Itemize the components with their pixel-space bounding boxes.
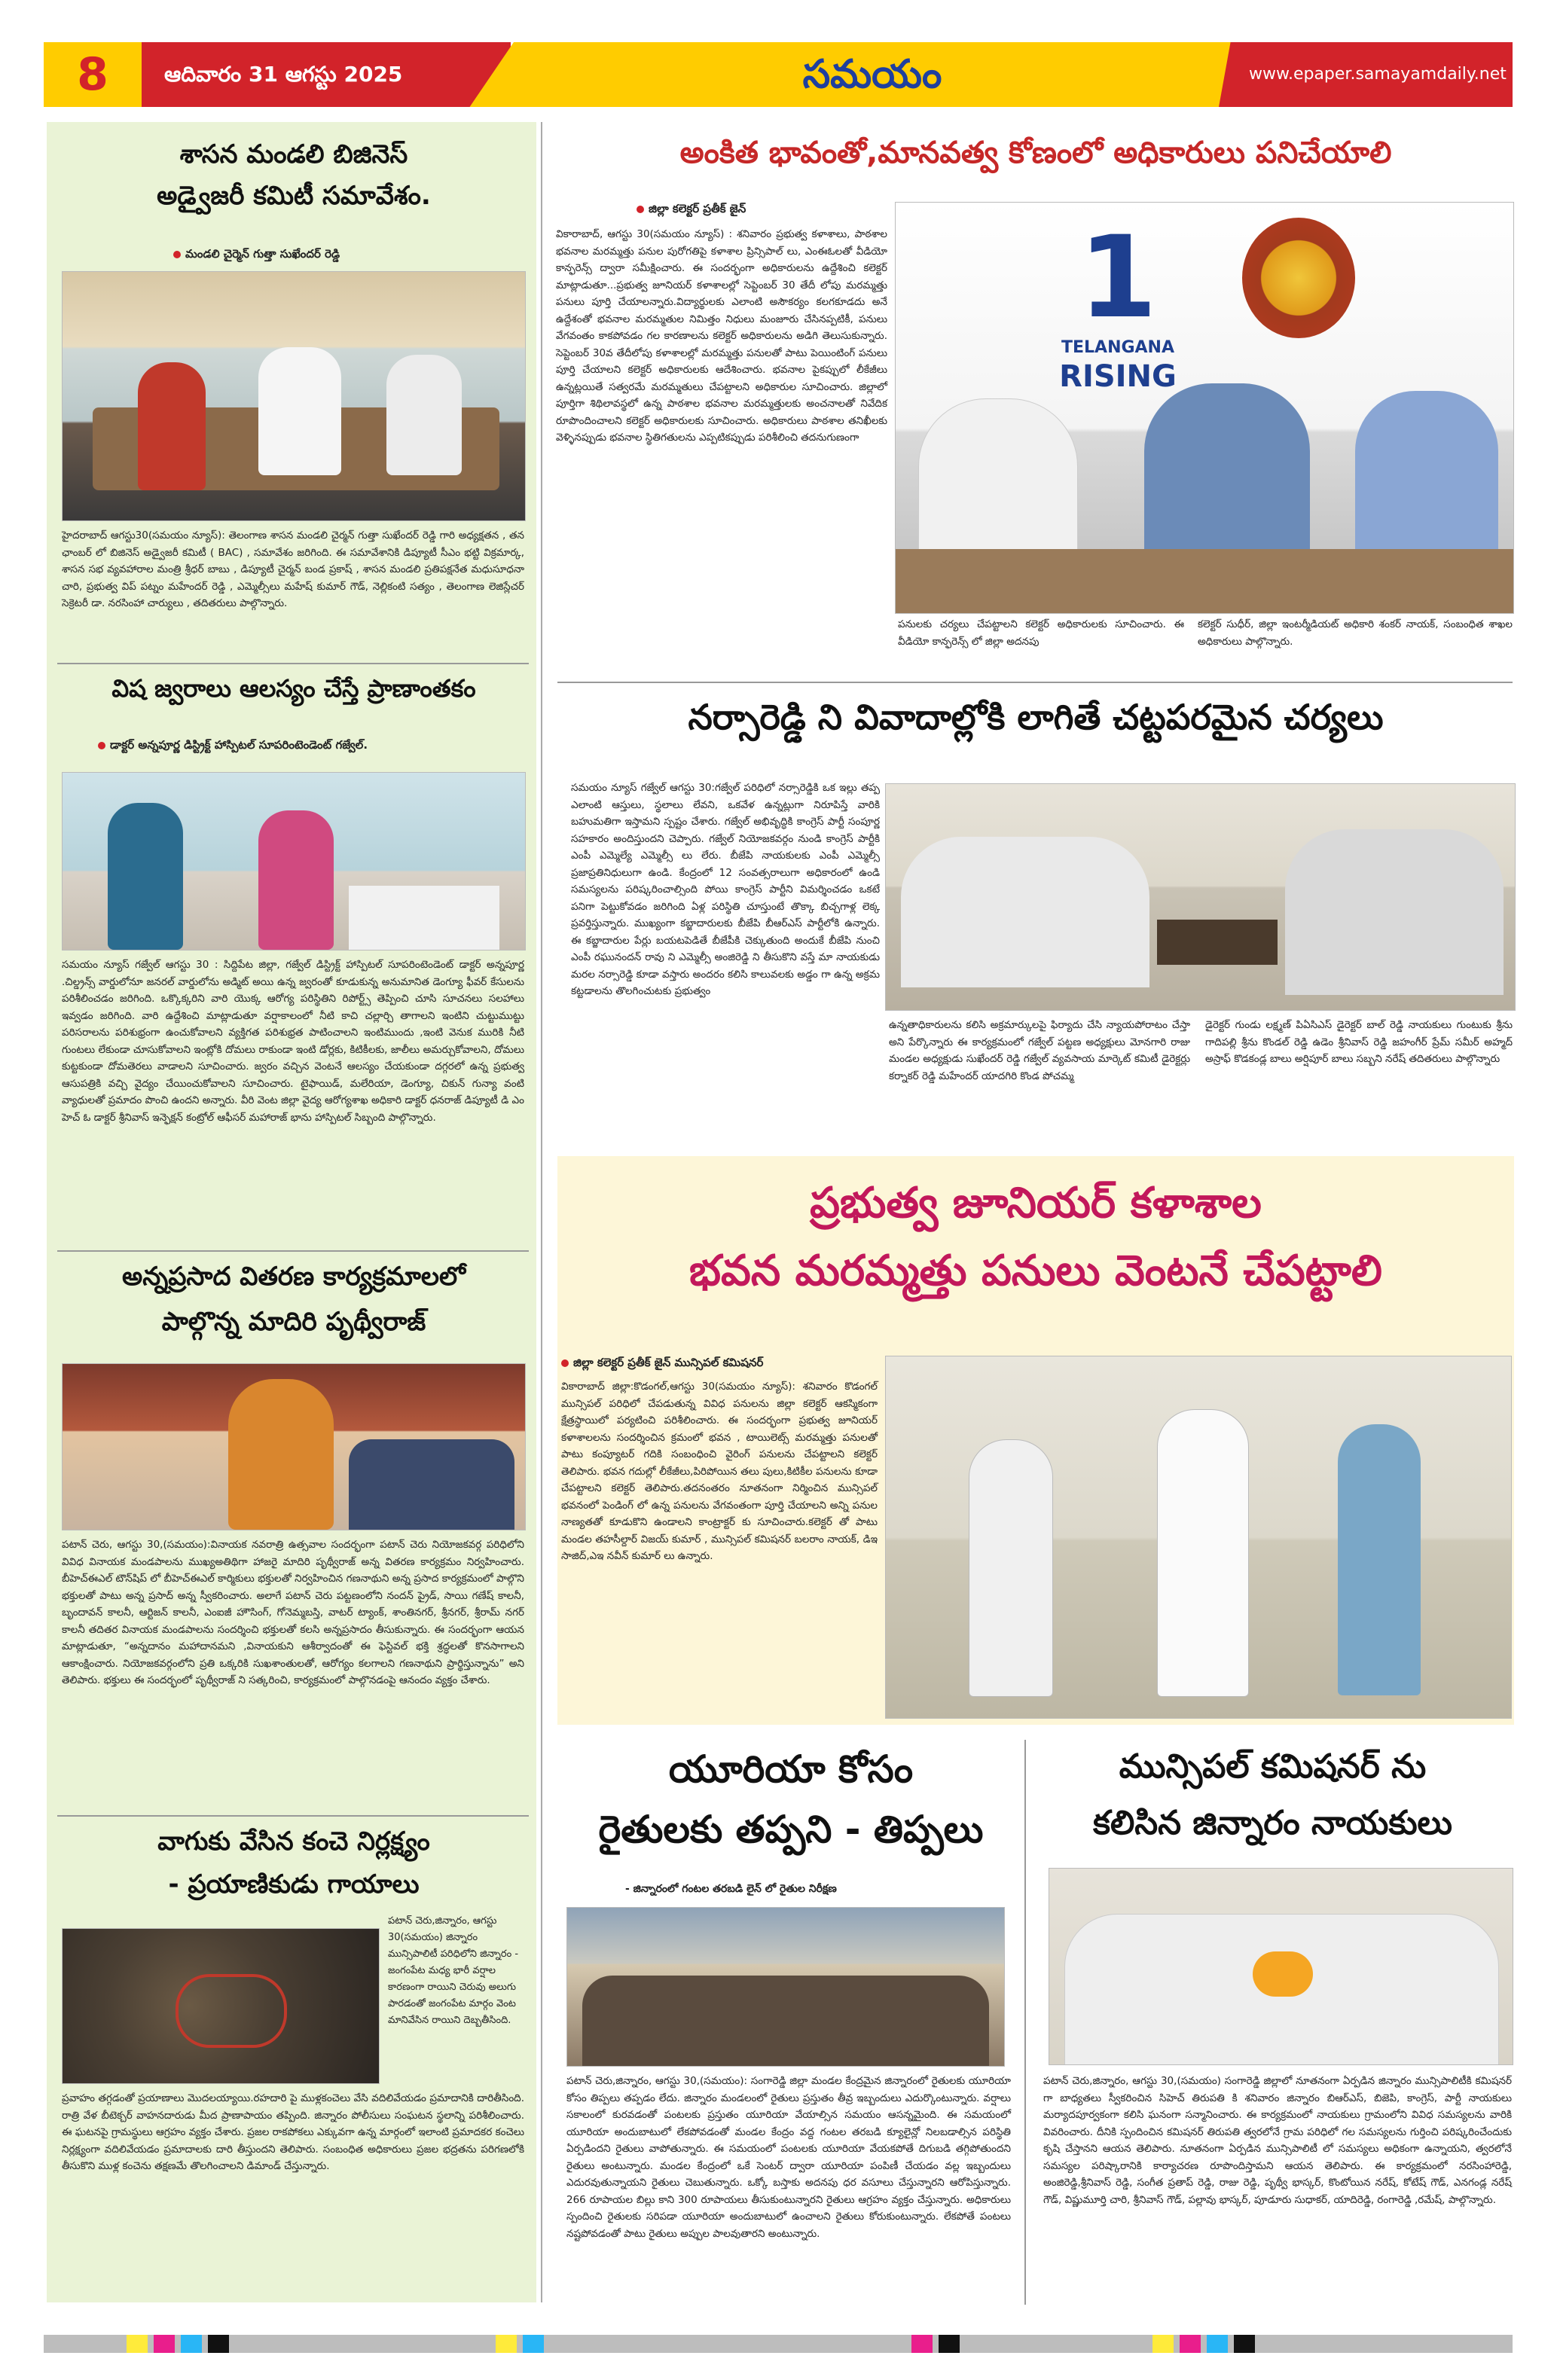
header-website[interactable]: www.epaper.samayamdaily.net <box>1249 65 1507 84</box>
swatch-yellow <box>127 2335 148 2353</box>
ankita-headline: అంకిత భావంతో,మానవత్వ కోణంలో అధికారులు పనిచేయాలి <box>679 136 1392 170</box>
anna-headline-1: అన్నప్రసాద వితరణ కార్యక్రమాలలో <box>122 1262 466 1292</box>
ankita-byline <box>637 202 746 218</box>
swatch-magenta-3 <box>1180 2335 1201 2353</box>
swatch-magenta-2 <box>911 2335 933 2353</box>
fever-byline-text: డాక్టర్ అన్నపూర్ణ డిస్ట్రిక్ట్ హాస్పిటల్ సూపరింటెండెంట్ గజ్వేల్. <box>110 738 368 752</box>
junior-headline-1: ప్రభుత్వ జూనియర్ కళాశాల <box>810 1179 1262 1228</box>
bac-body: హైదరాబాద్ ఆగస్టు30(సమయం న్యూస్): తెలంగాణ శాసన మండలి చైర్మన్ గుత్తా సుఖేందర్ రెడ్డి గారి అధ్యక్షతన , తన ఛాంబర్ లో బిజినెస్ అడ్వైజరీ కమిటీ ( BAC) , సమావేశం జరిగింది. ఈ సమావేశానికి డిప్యూటీ సీఎం భట్టి విక్రమార్క, శాసన సభ వ్యవహారాల మంత్రి శ్రీధర్ బాబు , డిప్యూటీ చైర్మన్ బండ ప్రకాష్ , శాసన మండలి ప్రతిపక్షనేత మధుసూధనా చారి, ప్రభుత్వ విప్ పట్నం మహేందర్ రెడ్డి , ఎమ్మెల్సీలు మహేష్ కుమార్ గౌడ్, నెల్లికంటి సత్యం , తెలంగాణ లెజిస్లేచర్ సెక్రెటరీ డా. నరసింహా చార్యులు , తదితరులు పాల్గొన్నారు. <box>62 529 524 609</box>
header-date: ఆదివారం 31 ఆగస్టు 2025 <box>164 62 403 87</box>
ankita-caption-b: కలెక్టర్ సుధీర్, జిల్లా ఇంటర్మీడియట్ అధికారి శంకర్ నాయక్, సంబంధిత శాఖల అధికారులు పాల్గొన్నారు. <box>1198 618 1513 648</box>
footer-registration-bar <box>44 2335 1513 2353</box>
fever-photo-nurse <box>258 810 334 950</box>
swatch-cyan <box>181 2335 202 2353</box>
bac-headline-2: అడ్వైజరీ కమిటీ సమావేశం. <box>157 181 431 211</box>
narsa-photo-table <box>1157 920 1278 965</box>
fever-photo-doctor <box>108 803 183 950</box>
ankita-videoconference-photo <box>895 202 1514 614</box>
narsa-body: సమయం న్యూస్ గజ్వేల్ ఆగస్టు 30:గజ్వేల్ పరిధిలో నర్సారెడ్డికి ఒక ఇల్లు తప్ప ఎలాంటి ఆస్తులు, స్థలాలు లేవని, ఒకవేళ ఉన్నట్లుగా నిరూపిస్తే వారికి బహుమతిగా ఇస్తామని స్పష్టం చేశారు. గజ్వేల్ అభివృద్ధికి కాంగ్రెస్ పార్టీ సంపూర్ణ సహకారం అందిస్తుందని చెప్పారు. గజ్వేల్ నియోజకవర్గం నుండి కాంగ్రెస్ పార్టీకి ఎంపీ ఎమ్మెల్యే ఎమ్మెల్సీ లు లేరు. బీజేపి నాయకులకు ఎంపీ ఎమ్మెల్సీ ప్రజాప్రతినిధులుగా ఉండి. కేంద్రంలో 12 సంవత్సరాలుగా అధికారంలో ఉండి సమస్యలను పరిష్కరించాల్సింది పోయి కాంగ్రెస్ పార్టీని విమర్శించడం ఒకటే పనిగా పెట్టుకోవడం జరిగింది ఏళ్ల పరిస్థితి చూస్తుంటే తొక్కా బిచ్చగాళ్ల లెక్క ప్రవర్తిస్తున్నారు. ముఖ్యంగా కబ్జాదారులకు బీజేపి బీఆర్ఎస్ పార్టీలోకి ఉన్నారు. ఈ కబ్జాదారుల పేర్లు బయటపెడితే బీజేపీకి చెక్కుతుంది అందుకే బీజేపి నుంచి ఎంపీ రఘునందన్ రావు ని ఎమ్మెల్సీ అంజిరెడ్డి ని తీసుకొని వస్తే మా నాయకుడు మరల నర్సారెడ్డి కూడా వస్తారు అందరం కలిసి కాలువలకు అడ్డం గా ఉన్న అక్రమ కట్టడాలను తొలగించుటకు ప్రభుత్వం <box>571 782 880 997</box>
swatch-magenta <box>154 2335 175 2353</box>
swatch-black-2 <box>939 2335 960 2353</box>
swatch-yellow-3 <box>1152 2335 1174 2353</box>
bac-photo-person-white-2 <box>386 355 462 475</box>
vagu-body: ప్రవాహం తగ్గడంతో ప్రయాణాలు మొదలయ్యాయి.రహదారి పై ముళ్లకంచెలు వేసి వదిలివేయడం ప్రమాదానికి దారితీసింది. రాత్రి వేళ బీటెక్చర్ వాహనదారుడు మీద ప్రాణాపాయం తప్పింది. జిన్నారం పోలీసులు సంఘటన స్థలాన్ని పరిశీలించారు. ఈ ఘటనపై గ్రామస్థులు ఆగ్రహం వ్యక్తం చేశారు. ప్రజల రాకపోకలు ఎక్కువగా ఉన్న మార్గంలో ఇలాంటి ప్రమాదకర కంచెలు నిర్లక్ష్యంగా వదిలివేయడం ప్రమాదాలకు దారి తీస్తుందని తెలిపారు. సంబంధిత అధికారులు ప్రజల భద్రతను పరిగణలోకి తీసుకొని ముళ్ల కంచెను తక్షణమే తొలగించాలని డిమాండ్ చేస్తున్నారు. <box>62 2092 524 2172</box>
junior-byline <box>561 1356 763 1372</box>
bullet-icon <box>173 251 181 258</box>
bac-byline <box>173 247 340 264</box>
bac-byline-text: మండలి చైర్మెన్ గుత్తా సుఖేందర్ రెడ్డి <box>185 247 340 261</box>
left-rule-1 <box>57 663 529 664</box>
narsa-photo-group-right <box>1285 829 1504 995</box>
urea-headline-2: రైతులకు తప్పని - తిప్పలు <box>598 1808 984 1851</box>
narsa-caption-a: ఉన్నతాధికారులను కలిసి అక్రమార్కులపై ఫిర్యాదు చేసి న్యాయపోరాటం చేస్తా అని పేర్కొన్నారు ఈ కార్యక్రమంలో గజ్వేల్ పట్టణ అధ్యక్షులు మోనగారి రాజు మండల అధ్యక్షుడు సుఖేందర్ రెడ్డి గజ్వేల్ వ్యవసాయ మార్కెట్ కమిటీ డైరెక్టర్లు కర్నాకర్ రెడ్డి మహేందర్ యాదగిరి కొండ పోచమ్మ <box>889 1019 1190 1082</box>
masthead-title: సమయం <box>802 52 942 97</box>
ankita-photo-desk <box>896 549 1513 613</box>
vagu-photo-bike <box>176 1974 287 2048</box>
ankita-caption-a: పనులకు చర్యలు చేపట్టాలని కలెక్టర్ అధికారులకు సూచించారు. ఈ వీడియో కాన్ఫరెన్స్ లో జిల్లా అదనపు <box>898 618 1184 648</box>
ankita-byline-text: జిల్లా కలెక్టర్ ప్రతీక్ జైన్ <box>649 202 746 215</box>
junior-byline-text: జిల్లా కలెక్టర్ ప్రతీక్ జైన్ మున్సిపల్ కమిషనర్ <box>573 1356 764 1369</box>
muni-headline-2: కలిసిన జిన్నారం నాయకులు <box>1093 1804 1452 1842</box>
junior-body: వికారాబాద్ జిల్లా:కొడంగల్,ఆగస్టు 30(సమయం న్యూస్): శనివారం కొడంగల్ మున్సిపల్ పరిధిలో చేపడుతున్న వివిధ పనులను జిల్లా కలెక్టర్ ఆకస్మికంగా క్షేత్రస్థాయిలో పర్యటించి పరిశీలించారు. ఈ సందర్భంగా ప్రభుత్వ జూనియర్ కళాశాలలను సందర్శించిన క్రమంలో భవన , టాయిలెట్స్ మరమ్మత్తు పనులతో పాటు కంప్యూటర్ గదికి సంబంధించి వైరింగ్ పనులను చేపట్టాలని కలెక్టర్ తెలిపారు. భవన గదుల్లో లీకేజీలు,పిరిపోయిన తలు పులు,కిటికీల పనులను కూడా చేపట్టాలని కలెక్టర్ తెలిపారు.తదనంతరం నూతనంగా నిర్మించిన మున్సిపల్ భవనంలో పెండింగ్ లో ఉన్న పనులను వేగవంతంగా పూర్తి చేయాలని అన్ని పనుల నాణ్యతతో కూడుకొని ఉండాలని కాంట్రాక్టర్ కు సూచించారు.కలెక్టర్ తో పాటు మండల తహసీల్దార్ విజయ్ కుమార్ , మున్సిపల్ కమిషనర్ బలరాం నాయక్, డిఇ సాజిద్,ఎఇ నవీన్ కుమార్ లు ఉన్నారు. <box>561 1381 878 1562</box>
logo-line-1: TELANGANA <box>1061 338 1174 357</box>
fever-byline <box>98 738 368 755</box>
column-divider <box>541 122 542 2302</box>
fever-body: సమయం న్యూస్ గజ్వేల్ ఆగస్టు 30 : సిద్దిపేట జిల్లా, గజ్వేల్ డిస్ట్రిక్ట్ హాస్పిటల్ సూపరింటెండెంట్ డాక్టర్ అన్నపూర్ణ .చిల్డ్రన్స్ వార్డులోనూ జనరల్ వార్డులోను అడ్మిట్ అయి ఉన్న జ్వరంతో కూడుకున్న అనుమానిత డెంగ్యూ ఫీవర్ కేసులను పరిశీలించడం జరిగింది. ఒక్కొక్కరిని వారి యొక్క ఆరోగ్య పరిస్థితిని రిపోర్ట్స్ తెప్పించి చూసి సూచనలు సలహాలు ఇవ్వడం జరిగింది. వారి ఉద్దేశించి మాట్లాడుతూ వర్షాకాలంలో నీటి కాచి చల్లార్చి తాగాలని ఇంటిని చుట్టుముట్టు పరిసరాలను పరిశుభ్రంగా ఉంచుకోవాలని వ్యక్తిగత పరిశుభ్రత పాటించాలని ఇంటిముందు ,ఇంటి వెనుక మురికి నీటి గుంటలు లేకుండా చూసుకోవాలని ఇంట్లోకి దోమలు రాకుండా ఇంటి డోర్లకు, కిటికీలకు, జాలీలు అమర్చుకోవాలని, దోమలు కుట్టకుండా దోమతెరలు వాడాలని సూచించారు. జ్వరం వచ్చిన వెంటనే ఆలస్యం చేయకుండా దగ్గరలో ఉన్న ప్రభుత్వ ఆసుపత్రికి వచ్చి వైద్యం చేయించుకోవాలని సూచించారు. టైఫాయిడ్, మలేరియా, డెంగ్యూ, చికున్ గున్యా వంటి వ్యాధులతో ప్రమాదం పొంచి ఉందని అన్నారు. వీరి వెంట జిల్లా వైద్య ఆరోగ్యశాఖ అధికారి డాక్టర్ ధనరాజ్ డిప్యూటీ డి ఎం హెచ్ ఓ డాక్టర్ శ్రీనివాస్ ఇన్ఫెక్షన్ కంట్రోల్ ఆఫీసర్ మహారాజ్ భాను హాస్పిటల్ సిబ్బంది పాల్గొన్నారు. <box>62 959 524 1124</box>
junior-photo-person-3 <box>1338 1424 1421 1695</box>
right-vertical-rule <box>1024 1740 1026 2305</box>
logo-line-2: RISING <box>1059 359 1177 394</box>
swatch-cyan-2 <box>523 2335 544 2353</box>
masthead-bar <box>44 42 1513 107</box>
bullet-icon <box>561 1359 569 1367</box>
ankita-body: వికారాబాద్, ఆగస్టు 30(సమయం న్యూస్) : శనివారం ప్రభుత్వ కళాశాలు, పాఠశాల భవనాల మరమ్మత్తు పనుల పురోగతిపై కళాశాల ప్రిన్సిపాల్ లు, ఎంఈఓలతో వీడియో కాన్ఫరెన్స్ ద్వారా సమీక్షించారు. ఈ సందర్భంగా అధికారులను ఉద్దేశించి కలెక్టర్ మాట్లాడుతూ...ప్రభుత్వ జూనియర్ కళాశాలల్లో సెప్టెంబర్ 30 తేదీ లోపు మరమ్మత్తు పనులు పూర్తి చేయాలన్నారు.విద్యార్థులకు ఎలాంటి అసౌకర్యం కలగకూడదు అనే ఉద్దేశంతో భవనాల మరమ్మతుల నిమిత్తం నిధులు మంజూరు చేసినప్పటికీ, పనులు వేగవంతం కాకపోవడం గల కారణాలను కలెక్టర్ అధికారులను అడిగి తెలుసుకున్నారు. సెప్టెంబర్ 30వ తేదీలోపు కళాశాలల్లో మరమ్మత్తు పనులతో పాటు పెయింటింగ్ పనులు పూర్తి చేయాలని కలెక్టర్ అధికారులకు ఆదేశించారు. భవనాల పైకప్పులో లీకేజీలు ఉన్నట్లయితే సత్వరమే మరమ్మతులు చేపట్టాలని అధికారుల సూచించారు. జిల్లాలో పూర్తిగా శిథిలావస్థలో ఉన్న పాఠశాల భవనాల మరమ్మత్తులకు అంచనాలతో నివేదిక రూపొందించాలని కలెక్టర్ అధికారులకు సూచించారు. అధికారులు పాఠశాల తనిఖీలకు వెళ్ళినప్పుడు భవనాల స్థితిగతులను ఎప్పటికప్పుడు పరిశీలించి తదనుగుణంగా <box>556 228 887 444</box>
narsa-headline: నర్సారెడ్డి ని వివాదాల్లోకి లాగితే చట్టపరమైన చర్యలు <box>688 697 1384 737</box>
urea-body: పటాన్ చెరు,జిన్నారం, ఆగస్టు 30,(సమయం): సంగారెడ్డి జిల్లా మండల కేంద్రమైన జిన్నారంలో రైతులకు యూరియా కోసం తిప్పలు తప్పడం లేదు. జిన్నారం మండలంలో రైతులు ప్రస్తుతం తీవ్ర ఇబ్బందులు ఎదుర్కొంటున్నారు. వర్షాలు సకాలంలో కురవడంతో పంటలకు ప్రస్తుతం యూరియా వేయాల్సిన సమయం ఆసన్నమైంది. ఈ సమయంలో యూరియా అందుబాటులో లేకపోవడంతో మండల కేంద్రం వద్ద గంటల తరబడి క్యూలైన్లో నిలబడాల్సిన పరిస్థితి ఏర్పడిందని రైతులు వాపోతున్నారు. ఈ సమయంలో పంటలకు యూరియా వేయకపోతే దిగుబడి తగ్గిపోతుందని రైతులు అంటున్నారు. మండల కేంద్రంలో ఒకే సెంటర్ ద్వారా యూరియా పంపిణీ చేయడం వల్ల ఇబ్బందులు ఎదురవుతున్నాయని రైతులు చెబుతున్నారు. ఒక్కో బస్తాకు అదనపు ధర వసూలు చేస్తున్నారని ఆరోపిస్తున్నారు. 266 రూపాయల బిల్లు కాని 300 రూపాయలు తీసుకుంటున్నారని రైతులు ఆగ్రహం వ్యక్తం చేస్తున్నారు. అధికారులు స్పందించి రైతులకు సరిపడా యూరియా అందుబాటులో ఉంచాలని రైతులు కోరుకుంటున్నారు. లేకపోతే పంటలు నష్టపోవడంతో పాటు రైతులు అప్పుల పాలవుతారని అంటున్నారు. <box>566 2075 1011 2240</box>
swatch-yellow-2 <box>496 2335 517 2353</box>
state-emblem-icon <box>1242 218 1355 338</box>
urea-photo-crowd <box>582 1976 989 2066</box>
urea-headline-1: యూరియా కోసం <box>668 1747 914 1791</box>
left-rule-3 <box>57 1815 529 1817</box>
bac-photo-person-white <box>258 347 341 475</box>
bullet-icon <box>98 742 105 749</box>
junior-inspection-photo <box>885 1356 1512 1719</box>
vagu-body-side: పటాన్ చెరు,జిన్నారం, ఆగస్టు 30(సమయం) జిన్నారం మున్సిపాలిటీ పరిధిలోని జిన్నారం - జంగంపేట మధ్య భారీ వర్షాల కారణంగా రాయిని చెరువు అలుగు పారడంతో జంగంపేట మార్గం వెంట మానివేసిన రాయిని దెబ్బతీసింది. <box>388 1915 519 2026</box>
telangana-rising-logo-icon <box>1054 212 1182 398</box>
fever-photo-bed <box>349 886 499 950</box>
urea-byline: - జిన్నారంలో గంటల తరబడి లైన్ లో రైతుల నిరీక్షణ <box>625 1883 837 1895</box>
anna-ganesha-photo <box>62 1363 526 1530</box>
anna-headline-2: పాల్గొన్న మాదిరి పృథ్వీరాజ్ <box>161 1307 426 1337</box>
left-rule-2 <box>57 1250 529 1252</box>
junior-headline-2: భవన మరమ్మత్తు పనులు వెంటనే చేపట్టాలి <box>689 1246 1382 1295</box>
swatch-cyan-3 <box>1207 2335 1228 2353</box>
narsa-photo-group-left <box>901 837 1149 987</box>
urea-queue-photo <box>566 1907 1005 2067</box>
fever-headline: విష జ్వరాలు ఆలస్యం చేస్తే ప్రాణాంతకం <box>111 674 476 703</box>
swatch-black <box>208 2335 229 2353</box>
anna-photo-idol <box>228 1379 334 1530</box>
narsa-meeting-photo <box>885 783 1516 1011</box>
muni-body: పటాన్ చెరు,జిన్నారం, ఆగస్టు 30,(సమయం) సంగారెడ్డి జిల్లాలో నూతనంగా ఏర్పడిన జిన్నారం మున్సిపాలిటీకి కమిషనర్ గా బాధ్యతలు స్వీకరించిన సిహెచ్ తిరుపతి కి శనివారం జిన్నారం బిఆర్ఎస్, బిజెపి, కాంగ్రెస్, పార్టీ నాయకులు మర్యాదపూర్వకంగా కలిసి ఘనంగా సన్మానించారు. ఈ కార్యక్రమంలో నాయకులు గ్రామంలోని వివిధ సమస్యలను వారికి వివరించారు. దీనికి స్పందించిన కమిషనర్ తిరుపతి త్వరలోనే గ్రామ పరిధిలో గల సమస్యలను గుర్తించి పరిష్కరించేందుకు కృషి చేస్తానని ఆయన తెలిపారు. నూతనంగా ఏర్పడిన మున్సిపాలిటీ లో సమస్యలు అధికంగా ఉన్నాయని, త్వరలోనే సమస్యల పరిష్కారానికి కార్యాచరణ రూపొందిస్తామని ఆయన తెలిపారు. ఈ కార్యక్రమంలో నరసింహారెడ్డి, అంజిరెడ్డి,శ్రీనివాస్ రెడ్డి, సంగీత ప్రతాప్ రెడ్డి, రాజు రెడ్డి, పృథ్వీ భాస్కర్, కొంటోయిన నరేష్, కోటేష్ గౌడ్, ఎనగండ్ల నరేష్ గౌడ్, విష్ణుమూర్తి చారి, శ్రీనివాస్ గౌడ్, పల్లావు భాస్కర్, పూడూరు సుధాకర్, యాదిరెడ్డి, రంగారెడ్డి ,రమేష్, పాల్గొన్నారు. <box>1043 2075 1512 2206</box>
vagu-headline-1: వాగుకు వేసిన కంచె నిర్లక్ష్యం <box>157 1826 430 1857</box>
bac-headline-1: శాసన మండలి బిజినెస్ <box>179 139 408 169</box>
muni-headline-1: మున్సిపల్ కమిషనర్ ను <box>1119 1747 1427 1786</box>
narsa-caption-b: డైరెక్టర్ గుండు లక్ష్మణ్ పిఏసిఎస్ డైరెక్టర్ బాల్ రెడ్డి నాయకులు గుంటుకు శ్రీను గాదిపల్లి శ్రీను కొండల్ రెడ్డి ఉడెం శ్రీనివాస్ రెడ్డి జహంగీర్ ప్రేమ్ సమీర్ అహ్మద్ అస్రాఫ్ కొడకండ్ల బాలు అర్షిపూర్ బాలు సబ్బని నరేష్ తదితరులు పాల్గొన్నారు <box>1205 1019 1513 1065</box>
muni-photo-garland <box>1253 1951 1313 1997</box>
anna-photo-people <box>349 1439 514 1530</box>
junior-photo-person-1 <box>969 1439 1053 1697</box>
bac-meeting-photo <box>62 271 526 521</box>
muni-felicitation-photo <box>1049 1868 1513 2065</box>
vagu-headline-2: - ప్రయాణికుడు గాయాలు <box>168 1869 420 1899</box>
logo-digit: 1 <box>1078 212 1158 343</box>
bac-photo-person-red <box>138 362 206 490</box>
swatch-black-3 <box>1234 2335 1255 2353</box>
junior-photo-person-2 <box>1157 1409 1249 1697</box>
fever-hospital-photo <box>62 772 526 950</box>
page-number: 8 <box>77 48 108 101</box>
bullet-icon <box>637 206 644 213</box>
vagu-fence-photo <box>62 1928 380 2084</box>
right-rule-1 <box>557 682 1513 683</box>
anna-body: పటాన్ చెరు, ఆగస్టు 30,(సమయం):వినాయక నవరాత్రి ఉత్సవాల సందర్భంగా పటాన్ చెరు నియోజకవర్గ పరిధిలోని వివిధ వినాయక మండపాలను ముఖ్యఅతిథిగా హాజరై మాదిరి పృథ్వీరాజ్ అన్న వితరణ కార్యక్రమం నిర్వహించారు. బీహెచ్ఈఎల్ టౌన్‌షిప్ లో బీహెచ్ఈఎల్ కార్మికులు భక్తులతో నిర్వహించిన గణనాథుని అన్న ప్రసాద కార్యక్రమంలో పాల్గొని భక్తులతో పాటు అన్న ప్రసాద్ అన్న స్వీకరించారు. అలాగే పటాన్ చెరు పట్టణంలోని నందన్ ప్రైడ్, సాయి గణేష్ కాలనీ, బృందావన్ కాలనీ, ఆర్టిజన్ కాలనీ, ఎంఐజీ హౌసింగ్, గోనెమ్మబస్తి, వాటర్ ట్యాంక్, శాంతినగర్, శ్రీనగర్, శ్రీరామ్ నగర్ కాలనీ తదితర వినాయక మండపాలను సందర్శించి భక్తులతో కలసి అన్నప్రసాదం తీసుకున్నారు. ఈ సందర్భంగా ఆయన మాట్లాడుతూ, “అన్నదానం మహాదానమని ,వినాయకుని ఆశీర్వాదంతో ఈ ఫెస్టివల్ భక్తి శ్రద్ధలతో కొనసాగాలని ఆకాంక్షించారు. నియోజకవర్గంలోని ప్రతి ఒక్కరికి సుఖశాంతులతో, ఆరోగ్యం కలగాలని గణనాథుని ప్రార్థిస్తున్నాను” అని తెలిపారు. భక్తులు ఈ సందర్భంలో పృథ్వీరాజ్ ని సత్కరించి, కార్యక్రమంలో పాల్గొనడంపై ఆనందం వ్యక్తం చేశారు. <box>62 1539 524 1686</box>
